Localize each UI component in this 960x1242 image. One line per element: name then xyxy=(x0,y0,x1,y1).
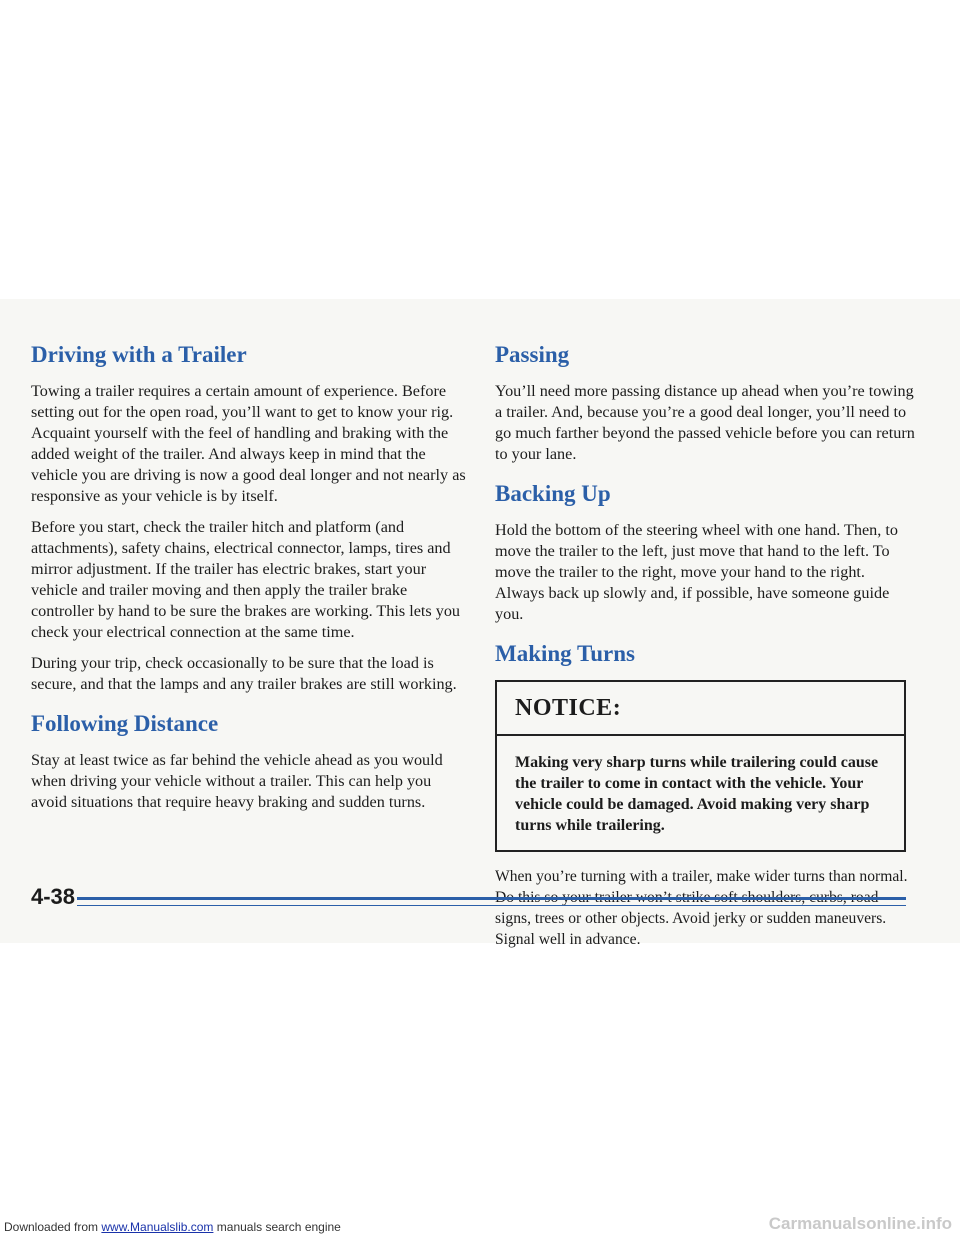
manualslib-link[interactable]: www.Manualslib.com xyxy=(101,1220,214,1234)
paragraph: You’ll need more passing distance up ahead when you’re towing a trailer. And, because you’re a good deal longer, you’ll need to go much farther beyond the passed vehicle before you can return to your lane. xyxy=(495,382,915,463)
page-footer xyxy=(31,884,906,914)
footer-rule xyxy=(77,897,906,900)
heading-following-distance: Following Distance xyxy=(31,711,219,736)
paragraph: Towing a trailer requires a certain amount of experience. Before setting out for the open road, you’ll want to get to know your rig. Acquaint yourself with the feel of handling and braking with the added weight of the trailer. And always keep in mind that the vehicle you are driving is now a good deal longer and not nearly as responsive as your vehicle is by itself. xyxy=(31,382,466,505)
heading-backing-up: Backing Up xyxy=(495,481,611,506)
paragraph: Stay at least twice as far behind the vehicle ahead as you would when driving your vehicle without a trailer. This can help you avoid situations that require heavy braking and sudden turns. xyxy=(31,751,443,811)
right-column xyxy=(495,340,915,960)
notice-box xyxy=(495,680,906,852)
notice-text: Making very sharp turns while trailering could cause the trailer to come in contact with the vehicle. Your vehicle could be damaged. Avoid making very sharp turns while trailering. xyxy=(515,754,879,834)
notice-title: NOTICE: xyxy=(497,682,904,736)
heading-driving-with-trailer: Driving with a Trailer xyxy=(31,342,247,367)
paragraph: During your trip, check occasionally to be sure that the load is secure, and that the lamps and any trailer brakes are still working. xyxy=(31,654,457,693)
paragraph: Hold the bottom of the steering wheel with one hand. Then, to move the trailer to the left, just move that hand to the left. To move the trailer to the right, move your hand to the right. Always back up slowly and, if possible, have someone guide you. xyxy=(495,521,898,623)
page-number: 4-38 xyxy=(31,884,76,909)
paragraph: When you’re turning with a trailer, make wider turns than normal. signs, trees or other objects. Avoid jerky or sudden maneuvers. Signal well in advance. xyxy=(495,868,908,948)
download-watermark xyxy=(4,1220,341,1234)
watermark-suffix: manuals search engine xyxy=(213,1220,341,1234)
paragraph: Before you start, check the trailer hitch and platform (and attachments), safety chains, electrical connector, lamps, tires and mirror adjustment. If the trailer has electric brakes, start your vehicle and trailer moving and then apply the trailer brake controller by hand to be sure the brakes are working. This lets you check your electrical connection at the same time. xyxy=(31,518,461,641)
left-column xyxy=(31,340,466,823)
watermark-prefix: Downloaded from xyxy=(4,1220,102,1234)
footer-rule-thin xyxy=(77,905,906,906)
heading-making-turns: Making Turns xyxy=(495,641,635,666)
site-watermark: Carmanualsonline.info xyxy=(768,1214,952,1233)
heading-passing: Passing xyxy=(495,342,570,367)
